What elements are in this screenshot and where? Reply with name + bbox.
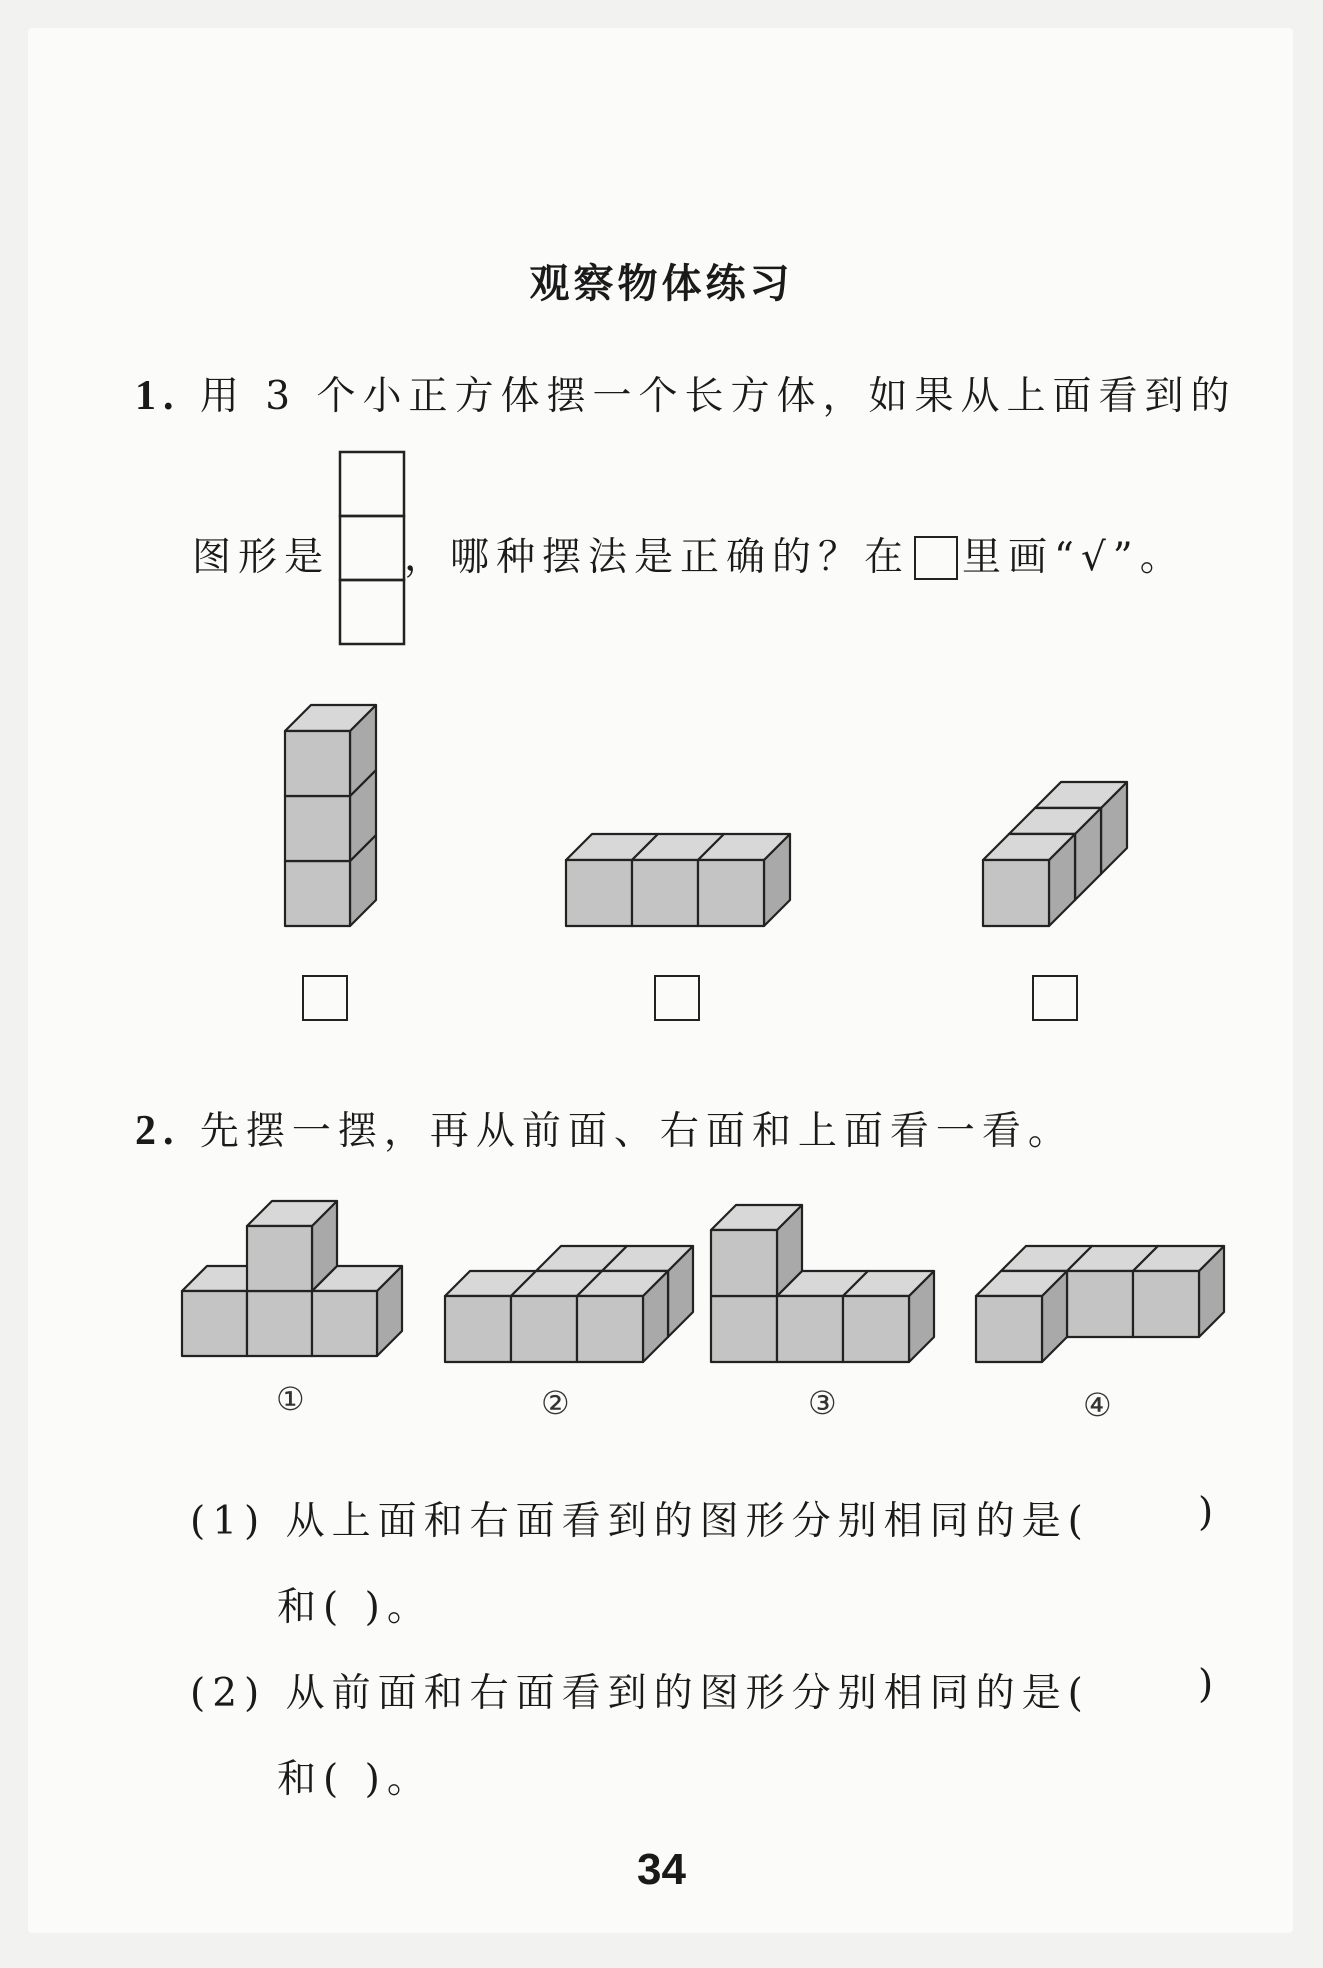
- cube-face: [711, 1296, 777, 1362]
- q2-sub2-line1: [190, 1662, 1090, 1718]
- q2-figure-2: [445, 1246, 693, 1362]
- q1-answer-box-c[interactable]: [1032, 975, 1078, 1021]
- cube-face: [247, 1291, 312, 1356]
- cube-face: [983, 860, 1049, 926]
- cube-face: [285, 796, 350, 861]
- q2-sub1-text: 从上面和右面看到的图形分别相同的是(: [285, 1499, 1090, 1544]
- q2-sub2-number: (2): [190, 1671, 267, 1716]
- q2-sub1-close: ): [1198, 1490, 1221, 1535]
- q2-sub1-number: (1): [190, 1499, 267, 1544]
- page-number: 34: [637, 1845, 686, 1894]
- q1-text: 用 3 个小正方体摆一个长方体，如果从上面看到的: [199, 374, 1237, 419]
- q1-answer-box-b[interactable]: [654, 975, 700, 1021]
- q2-label-4: ④: [1083, 1386, 1112, 1424]
- q1-answer-box-a[interactable]: [302, 975, 348, 1021]
- cube-face: [247, 1226, 312, 1291]
- q2-sub1-line2: 和( )。: [277, 1585, 433, 1630]
- cube-face: [1067, 1271, 1133, 1337]
- q2-sub2-text: 从前面和右面看到的图形分别相同的是(: [285, 1671, 1090, 1716]
- page-title: 观察物体练习: [529, 260, 794, 307]
- q1-figure-horizontal-row: [566, 834, 790, 926]
- cube-face: [577, 1296, 643, 1362]
- q2-figure-1: [182, 1201, 402, 1356]
- cube-face: [285, 731, 350, 796]
- q2-sub2-close: ): [1198, 1662, 1221, 1707]
- cube-face: [285, 861, 350, 926]
- cube-face: [511, 1296, 577, 1362]
- cube-face: [312, 1291, 377, 1356]
- cube-face: [1133, 1271, 1199, 1337]
- q2-figure-3: [711, 1205, 934, 1362]
- q1-figure-depth-row: [983, 782, 1127, 926]
- cube-face: [777, 1296, 843, 1362]
- q1-line2-post: ，哪种摆法是正确的？在: [404, 535, 911, 580]
- q1-line2-end: 里画“√”。: [962, 535, 1186, 580]
- cube-face: [632, 860, 698, 926]
- cube-face: [976, 1296, 1042, 1362]
- q2-label-1: ①: [276, 1380, 305, 1418]
- q2-text: 先摆一摆，再从前面、右面和上面看一看。: [199, 1109, 1074, 1154]
- q1-number: 1.: [135, 373, 181, 419]
- cube-face: [182, 1291, 247, 1356]
- q2-label-3: ③: [808, 1384, 837, 1422]
- cube-face: [445, 1296, 511, 1362]
- cube-face: [698, 860, 764, 926]
- q2-sub1-line1: [190, 1490, 1090, 1546]
- q2-line: [135, 1100, 1074, 1156]
- top-view-diagram: [340, 452, 404, 644]
- q2-number: 2.: [135, 1108, 181, 1154]
- cube-face: [566, 860, 632, 926]
- q1-line2-pre: 图形是: [192, 535, 331, 580]
- q2-label-2: ②: [541, 1384, 570, 1422]
- q2-figure-4: [976, 1246, 1224, 1362]
- q2-sub2-line2: 和( )。: [277, 1757, 433, 1802]
- cube-face: [711, 1230, 777, 1296]
- cube-face: [843, 1296, 909, 1362]
- q1-figure-vertical-stack: [285, 705, 376, 926]
